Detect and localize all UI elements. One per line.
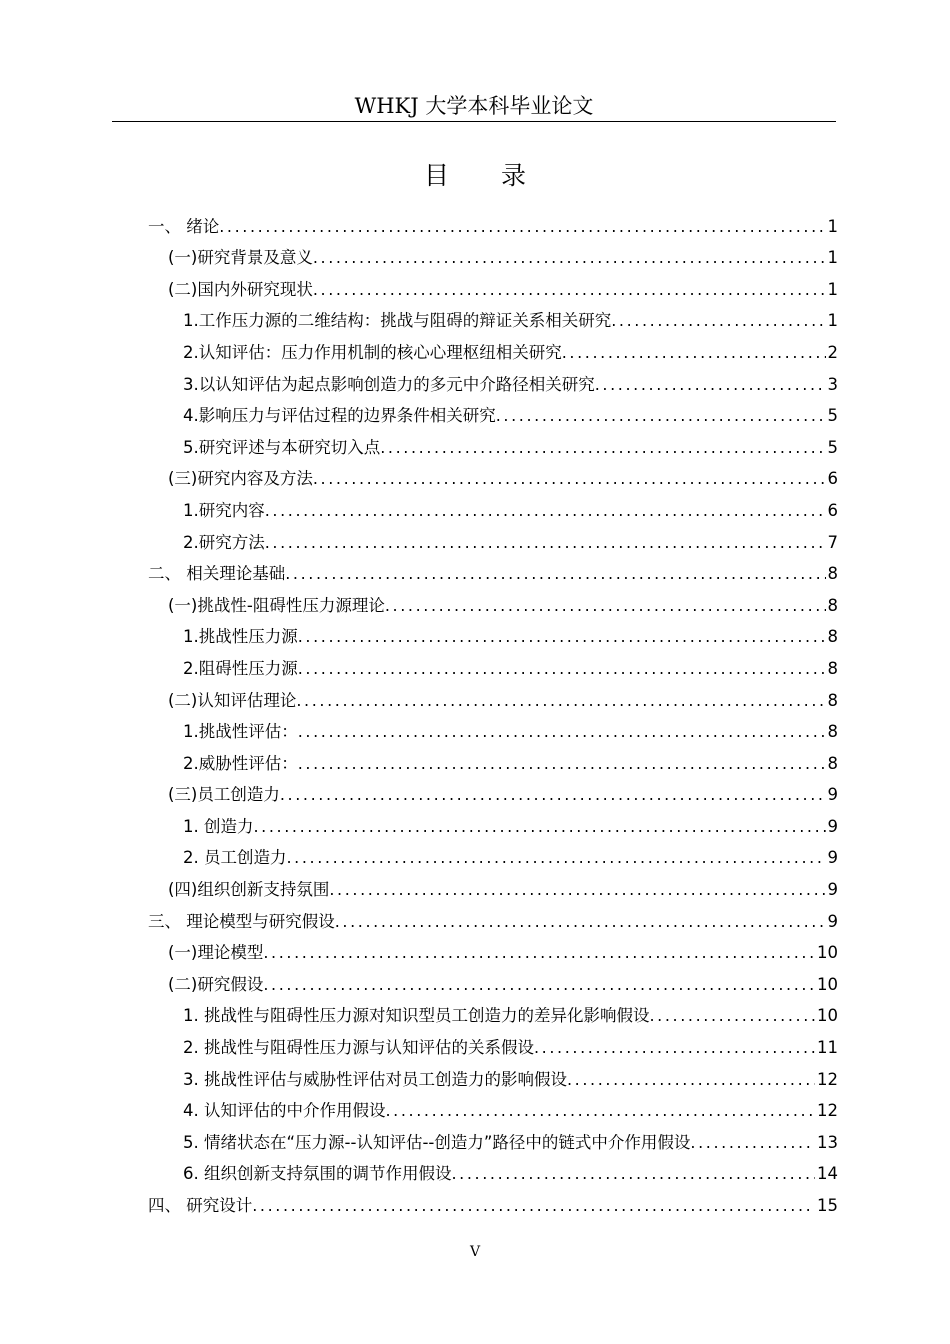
toc-entry-label: 4. 认知评估的中介作用假设	[183, 1101, 386, 1121]
toc-dot-leader	[650, 1004, 816, 1028]
toc-entry[interactable]	[148, 428, 838, 460]
toc-entry-label: 4.影响压力与评估过程的边界条件相关研究	[183, 406, 496, 426]
toc-entry-label: 2. 挑战性与阻碍性压力源与认知评估的关系假设	[183, 1038, 534, 1058]
toc-entry-page: 8	[827, 595, 838, 615]
toc-dot-leader	[567, 1068, 815, 1092]
toc-entry-page: 9	[827, 911, 838, 931]
toc-entry-label: 1.研究内容	[183, 500, 265, 520]
toc-entry[interactable]	[148, 555, 838, 587]
toc-entry-label: (三)研究内容及方法	[168, 469, 313, 489]
toc-entry-label: 1.挑战性评估：	[183, 722, 298, 742]
toc-entry[interactable]	[148, 934, 838, 966]
toc-entry-page: 13	[817, 1132, 838, 1152]
toc-entry[interactable]	[148, 997, 838, 1029]
toc-entry[interactable]	[148, 1155, 838, 1187]
toc-entry-page: 10	[817, 943, 838, 963]
toc-entry-page: 10	[817, 1006, 838, 1026]
toc-entry-label: 1. 创造力	[183, 816, 254, 836]
toc-entry[interactable]	[148, 807, 838, 839]
toc-entry-label: (一)理论模型	[168, 943, 264, 963]
toc-entry-label: (二)认知评估理论	[168, 690, 297, 710]
toc-entry[interactable]	[148, 870, 838, 902]
toc-dot-leader	[534, 1036, 815, 1060]
toc-dot-leader	[380, 436, 825, 460]
toc-entry-label: (三)员工创造力	[168, 785, 280, 805]
toc-entry-label: 1.挑战性压力源	[183, 627, 298, 647]
toc-entry-page: 15	[817, 1196, 838, 1215]
toc-entry-label: 5.研究评述与本研究切入点	[183, 437, 381, 457]
toc-dot-leader	[335, 910, 826, 934]
toc-dot-leader	[452, 1162, 816, 1186]
toc-entry-label: 三、 理论模型与研究假设	[148, 911, 335, 931]
toc-entry-page: 14	[817, 1164, 838, 1184]
toc-entry-page: 9	[827, 785, 838, 805]
toc-entry-page: 8	[827, 722, 838, 742]
toc-entry[interactable]	[148, 1028, 838, 1060]
header-rule	[112, 121, 836, 122]
toc-entry-page: 1	[827, 279, 838, 299]
toc-dot-leader	[263, 941, 815, 965]
toc-dot-leader	[329, 878, 825, 902]
toc-dot-leader	[385, 594, 826, 618]
toc-dot-leader	[265, 499, 826, 523]
toc-dot-leader	[298, 752, 826, 776]
toc-entry-label: (四)组织创新支持氛围	[168, 880, 330, 900]
toc-dot-leader	[219, 215, 825, 239]
toc-entry-page: 12	[817, 1069, 838, 1089]
toc-entry[interactable]	[148, 902, 838, 934]
toc-entry-label: 二、 相关理论基础	[148, 564, 286, 584]
toc-entry[interactable]	[148, 618, 838, 650]
toc-entry-page: 9	[827, 880, 838, 900]
toc-entry-label: 1.工作压力源的二维结构：挑战与阻碍的辩证关系相关研究	[183, 311, 612, 331]
toc-entry-page: 10	[817, 974, 838, 994]
toc-entry-page: 7	[827, 532, 838, 552]
toc-entry[interactable]	[148, 681, 838, 713]
toc-entry[interactable]	[148, 1123, 838, 1155]
toc-entry[interactable]	[148, 523, 838, 555]
toc-entry-page: 9	[827, 848, 838, 868]
toc-entry-label: 2.认知评估：压力作用机制的核心心理枢纽相关研究	[183, 342, 562, 362]
toc-entry[interactable]	[148, 713, 838, 745]
table-of-contents	[148, 207, 838, 1218]
toc-entry[interactable]	[148, 839, 838, 871]
toc-entry-page: 5	[827, 437, 838, 457]
toc-entry-label: 5. 情绪状态在“压力源--认知评估--创造力”路径中的链式中介作用假设	[183, 1132, 691, 1152]
toc-entry-label: (一)挑战性-阻碍性压力源理论	[168, 595, 385, 615]
toc-entry[interactable]	[148, 649, 838, 681]
page-title: 目 录	[424, 161, 548, 190]
page-number: V	[469, 1244, 481, 1260]
toc-entry-page: 6	[827, 469, 838, 489]
toc-entry-label: 6. 组织创新支持氛围的调节作用假设	[183, 1164, 452, 1184]
running-header: WHKJ 大学本科毕业论文	[354, 94, 594, 118]
toc-dot-leader	[265, 531, 826, 555]
toc-entry[interactable]	[148, 270, 838, 302]
toc-entry[interactable]	[148, 586, 838, 618]
toc-entry[interactable]	[148, 491, 838, 523]
toc-dot-leader	[254, 815, 826, 839]
toc-entry[interactable]	[148, 1186, 838, 1218]
toc-entry-label: 3. 挑战性评估与威胁性评估对员工创造力的影响假设	[183, 1069, 567, 1089]
toc-entry[interactable]	[148, 365, 838, 397]
toc-dot-leader	[263, 973, 815, 997]
toc-entry-page: 6	[827, 500, 838, 520]
toc-entry-label: 四、 研究设计	[148, 1196, 253, 1215]
toc-entry-label: 2. 员工创造力	[183, 848, 287, 868]
toc-entry-label: 2.威胁性评估：	[183, 753, 298, 773]
toc-dot-leader	[690, 1131, 815, 1155]
toc-entry-page: 5	[827, 406, 838, 426]
toc-entry[interactable]	[148, 1060, 838, 1092]
toc-dot-leader	[298, 625, 826, 649]
toc-dot-leader	[562, 341, 826, 365]
toc-entry-page: 9	[827, 816, 838, 836]
toc-dot-leader	[313, 246, 826, 270]
toc-entry[interactable]	[148, 239, 838, 271]
toc-dot-leader	[595, 373, 826, 397]
toc-entry-label: 2.研究方法	[183, 532, 265, 552]
toc-entry[interactable]	[148, 460, 838, 492]
toc-dot-leader	[298, 720, 826, 744]
toc-entry[interactable]	[148, 302, 838, 334]
toc-entry[interactable]	[148, 397, 838, 429]
toc-entry-page: 8	[827, 627, 838, 647]
toc-entry-page: 8	[827, 564, 838, 584]
toc-entry-page: 8	[827, 753, 838, 773]
toc-entry-label: 1. 挑战性与阻碍性压力源对知识型员工创造力的差异化影响假设	[183, 1006, 650, 1026]
toc-entry-label: 2.阻碍性压力源	[183, 658, 298, 678]
toc-dot-leader	[296, 689, 825, 713]
toc-entry-page: 12	[817, 1101, 838, 1121]
toc-dot-leader	[252, 1194, 815, 1218]
toc-entry-page: 1	[827, 216, 838, 236]
toc-entry-page: 1	[827, 311, 838, 331]
toc-dot-leader	[298, 657, 826, 681]
toc-entry-page: 8	[827, 658, 838, 678]
toc-entry-page: 2	[827, 342, 838, 362]
toc-entry-label: (一)研究背景及意义	[168, 248, 313, 268]
toc-entry[interactable]	[148, 744, 838, 776]
toc-dot-leader	[285, 562, 825, 586]
toc-entry-page: 1	[827, 248, 838, 268]
toc-entry-page: 3	[827, 374, 838, 394]
toc-dot-leader	[280, 783, 826, 807]
toc-entry[interactable]	[148, 776, 838, 808]
toc-entry-label: (二)国内外研究现状	[168, 279, 313, 299]
toc-entry[interactable]	[148, 965, 838, 997]
toc-entry-label: (二)研究假设	[168, 974, 264, 994]
toc-dot-leader	[313, 278, 826, 302]
toc-entry[interactable]	[148, 207, 838, 239]
toc-entry[interactable]	[148, 1092, 838, 1124]
toc-dot-leader	[287, 846, 826, 870]
toc-dot-leader	[611, 309, 825, 333]
toc-entry-label: 一、 绪论	[148, 216, 220, 236]
toc-dot-leader	[313, 467, 826, 491]
toc-dot-leader	[386, 1099, 816, 1123]
toc-entry-page: 8	[827, 690, 838, 710]
toc-entry-label: 3.以认知评估为起点影响创造力的多元中介路径相关研究	[183, 374, 595, 394]
toc-entry-page: 11	[817, 1038, 838, 1058]
toc-dot-leader	[496, 404, 826, 428]
toc-entry[interactable]	[148, 333, 838, 365]
